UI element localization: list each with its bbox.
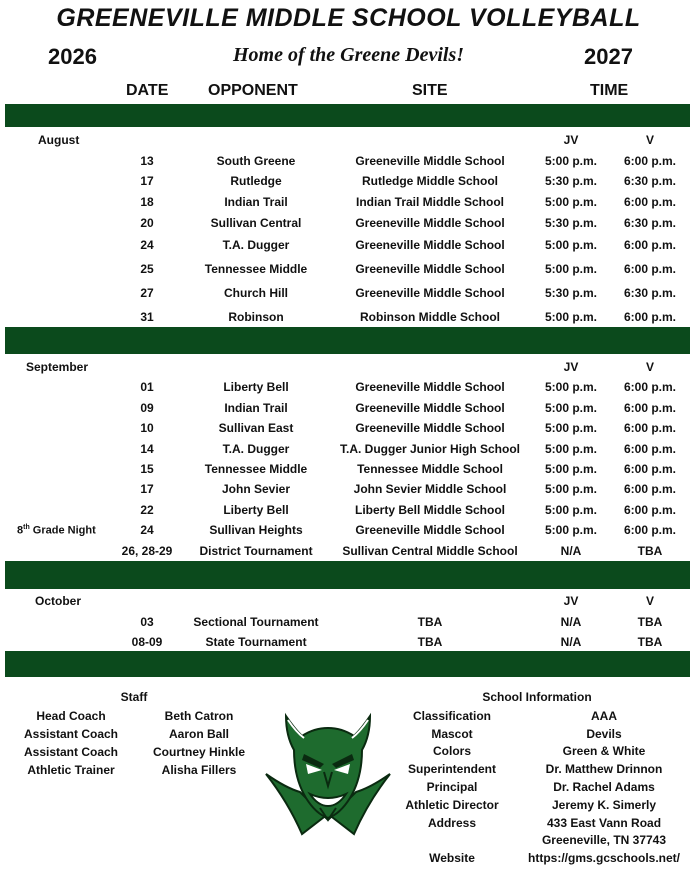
jv-column-label: JV [563, 360, 579, 374]
section-divider [5, 651, 690, 677]
column-header-time: TIME [590, 82, 629, 99]
game-jv: N/A [560, 544, 582, 558]
game-date: 24 [140, 523, 154, 537]
game-site: John Sevier Middle School [353, 482, 507, 496]
year-end: 2027 [584, 44, 633, 69]
game-opponent: District Tournament [199, 544, 313, 558]
game-date: 24 [140, 238, 154, 252]
staff-name: Courtney Hinkle [152, 745, 246, 759]
game-v: 6:30 p.m. [623, 286, 677, 300]
game-opponent: Liberty Bell [223, 503, 289, 517]
game-jv: 5:00 p.m. [544, 262, 598, 276]
section-divider [5, 561, 690, 589]
game-date: 31 [140, 310, 154, 324]
game-opponent: Sullivan Central [210, 216, 302, 230]
school-info-label: Mascot [431, 727, 473, 741]
game-jv: 5:00 p.m. [544, 462, 598, 476]
jv-column-label: JV [563, 133, 579, 147]
game-opponent: Sullivan East [218, 421, 294, 435]
game-date: 25 [140, 262, 154, 276]
game-jv: 5:30 p.m. [544, 174, 598, 188]
school-info-value: Jeremy K. Simerly [551, 798, 657, 812]
game-v: 6:00 p.m. [623, 262, 677, 276]
game-date: 10 [140, 421, 154, 435]
game-opponent: Robinson [228, 310, 284, 324]
game-opponent: Rutledge [230, 174, 282, 188]
school-info-value: Greeneville, TN 37743 [541, 833, 667, 847]
game-site: Sullivan Central Middle School [342, 544, 518, 558]
game-v: 6:00 p.m. [623, 195, 677, 209]
game-date: 09 [140, 401, 154, 415]
game-jv: 5:00 p.m. [544, 421, 598, 435]
game-opponent: South Greene [216, 154, 296, 168]
game-date: 13 [140, 154, 154, 168]
school-info-value: Green & White [562, 744, 646, 758]
game-v: 6:00 p.m. [623, 380, 677, 394]
school-info-label: Colors [432, 744, 472, 758]
game-date: 08-09 [131, 635, 163, 649]
school-info-label: Website [429, 851, 475, 865]
game-site: Greeneville Middle School [355, 523, 505, 537]
game-site: Greeneville Middle School [355, 286, 505, 300]
game-date: 27 [140, 286, 154, 300]
column-header-opponent: OPPONENT [208, 82, 298, 99]
staff-heading: Staff [120, 690, 148, 704]
game-v: 6:00 p.m. [623, 442, 677, 456]
game-site: Robinson Middle School [360, 310, 500, 324]
game-opponent: Sullivan Heights [209, 523, 303, 537]
staff-name: Beth Catron [164, 709, 234, 723]
game-jv: 5:30 p.m. [544, 286, 598, 300]
game-date: 14 [140, 442, 154, 456]
game-v: TBA [637, 544, 663, 558]
devil-mascot-icon [258, 702, 398, 842]
staff-role: Assistant Coach [23, 727, 119, 741]
game-jv: 5:00 p.m. [544, 310, 598, 324]
game-date: 03 [140, 615, 154, 629]
game-v: 6:00 p.m. [623, 154, 677, 168]
tagline: Home of the Greene Devils! [232, 44, 465, 66]
v-column-label: V [645, 360, 655, 374]
month-label: October [35, 594, 82, 608]
game-opponent: Tennessee Middle [204, 462, 308, 476]
column-header-date: DATE [126, 82, 169, 99]
school-info-label: Athletic Director [405, 798, 499, 812]
game-v: 6:00 p.m. [623, 482, 677, 496]
v-column-label: V [645, 594, 655, 608]
game-opponent: Church Hill [223, 286, 289, 300]
school-info-label: Principal [426, 780, 478, 794]
game-opponent: John Sevier [221, 482, 291, 496]
school-info-value: Devils [586, 727, 622, 741]
school-info-value: Dr. Matthew Drinnon [545, 762, 663, 776]
game-v: 6:00 p.m. [623, 238, 677, 252]
game-site: Indian Trail Middle School [355, 195, 505, 209]
game-jv: 5:00 p.m. [544, 482, 598, 496]
game-site: Liberty Bell Middle School [354, 503, 506, 517]
staff-role: Athletic Trainer [27, 763, 115, 777]
game-opponent: T.A. Dugger [222, 238, 290, 252]
game-site: Greeneville Middle School [355, 401, 505, 415]
staff-role: Head Coach [36, 709, 106, 723]
game-v: 6:00 p.m. [623, 310, 677, 324]
game-site: Greeneville Middle School [355, 421, 505, 435]
month-label: September [26, 360, 89, 374]
game-jv: 5:00 p.m. [544, 523, 598, 537]
game-opponent: State Tournament [205, 635, 307, 649]
game-opponent: Indian Trail [224, 195, 288, 209]
game-v: 6:00 p.m. [623, 462, 677, 476]
year-start: 2026 [48, 44, 97, 69]
school-info-label: Classification [412, 709, 492, 723]
game-date: 15 [140, 462, 154, 476]
game-site: Greeneville Middle School [355, 380, 505, 394]
game-jv: 5:00 p.m. [544, 238, 598, 252]
school-info-value: AAA [591, 709, 617, 723]
month-label: August [38, 133, 80, 147]
column-header-site: SITE [412, 82, 448, 99]
game-jv: 5:00 p.m. [544, 442, 598, 456]
staff-name: Aaron Ball [168, 727, 230, 741]
game-site: Greeneville Middle School [355, 216, 505, 230]
page-title: GREENEVILLE MIDDLE SCHOOL VOLLEYBALL [56, 4, 641, 32]
school-info-label: Superintendent [407, 762, 497, 776]
game-date: 22 [140, 503, 154, 517]
game-v: TBA [637, 615, 663, 629]
game-date: 01 [140, 380, 154, 394]
game-jv: N/A [560, 615, 582, 629]
game-opponent: Indian Trail [224, 401, 288, 415]
game-v: 6:00 p.m. [623, 401, 677, 415]
section-divider [5, 104, 690, 127]
game-jv: 5:00 p.m. [544, 154, 598, 168]
game-site: Greeneville Middle School [355, 262, 505, 276]
game-date: 18 [140, 195, 154, 209]
game-jv: 5:30 p.m. [544, 216, 598, 230]
v-column-label: V [645, 133, 655, 147]
game-site: Tennessee Middle School [357, 462, 503, 476]
game-site: TBA [417, 615, 443, 629]
game-date: 26, 28-29 [121, 544, 173, 558]
game-opponent: Tennessee Middle [204, 262, 308, 276]
game-site: Greeneville Middle School [355, 238, 505, 252]
staff-name: Alisha Fillers [161, 763, 237, 777]
game-v: 6:00 p.m. [623, 503, 677, 517]
game-v: 6:30 p.m. [623, 216, 677, 230]
school-info-value: 433 East Vann Road [546, 816, 662, 830]
game-opponent: T.A. Dugger [222, 442, 290, 456]
game-site: T.A. Dugger Junior High School [340, 442, 520, 456]
school-info-value: https://gms.gcschools.net/ [527, 851, 681, 865]
game-jv: N/A [560, 635, 582, 649]
school-info-value: Dr. Rachel Adams [553, 780, 655, 794]
game-date: 17 [140, 174, 154, 188]
jv-column-label: JV [563, 594, 579, 608]
game-note: 8th Grade Night [17, 524, 96, 537]
staff-role: Assistant Coach [23, 745, 119, 759]
game-v: 6:30 p.m. [623, 174, 677, 188]
game-jv: 5:00 p.m. [544, 195, 598, 209]
game-site: Rutledge Middle School [361, 174, 499, 188]
game-date: 20 [140, 216, 154, 230]
game-v: TBA [637, 635, 663, 649]
game-jv: 5:00 p.m. [544, 503, 598, 517]
game-site: TBA [417, 635, 443, 649]
game-jv: 5:00 p.m. [544, 380, 598, 394]
game-v: 6:00 p.m. [623, 421, 677, 435]
game-site: Greeneville Middle School [355, 154, 505, 168]
school-info-heading: School Information [482, 690, 592, 704]
game-v: 6:00 p.m. [623, 523, 677, 537]
section-divider [5, 327, 690, 354]
school-info-label: Address [427, 816, 477, 830]
game-date: 17 [140, 482, 154, 496]
game-opponent: Sectional Tournament [193, 615, 319, 629]
game-opponent: Liberty Bell [223, 380, 289, 394]
game-jv: 5:00 p.m. [544, 401, 598, 415]
